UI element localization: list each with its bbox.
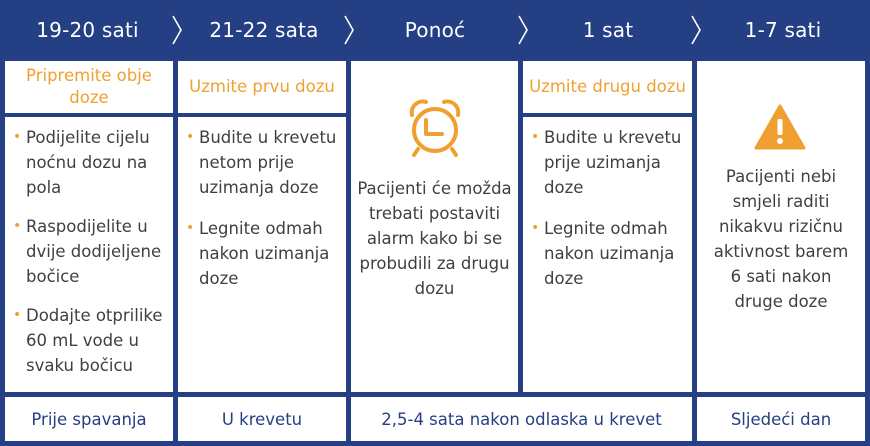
footer-in-bed (178, 397, 346, 441)
bullet-list (528, 125, 686, 291)
warning-icon (753, 103, 807, 151)
footer-label: U krevetu (221, 409, 303, 429)
alarm-clock-icon (406, 97, 464, 159)
timeline-step-3: Ponoć (404, 18, 466, 42)
timeline-step-1: 19-20 sati (36, 18, 139, 42)
timeline-step-5: 1-7 sati (744, 18, 822, 42)
timeline-step-2: 21-22 sata (209, 18, 319, 42)
chevron-right-icon (342, 14, 356, 46)
footer-label: Sljedeći dan (730, 409, 832, 429)
midnight-note: Pacijenti će možda trebati postaviti alarm kako bi se probudili za drugu dozu (357, 179, 512, 298)
footer-after-bedtime (351, 397, 692, 441)
list-item: • Legnite odmah nakon uzimanja doze (528, 216, 686, 291)
chevron-right-icon (170, 14, 184, 46)
bullet-list (10, 125, 167, 378)
column-title-prepare: Pripremite obje doze (5, 61, 173, 113)
list-item: • Budite u krevetu prije uzimanja doze (528, 125, 686, 200)
next-day-warning: Pacijenti nebi smjeli raditi nikakvu rizičnu aktivnost barem 6 sati nakon druge doze (713, 167, 849, 311)
column-body-second-dose (523, 117, 692, 392)
list-item: • Podijelite cijelu noćnu dozu na pola (10, 125, 167, 200)
column-next-day (697, 61, 865, 392)
timeline-step-4: 1 sat (582, 18, 634, 42)
chevron-right-icon (516, 14, 530, 46)
chevron-right-icon (689, 14, 703, 46)
footer-label: Prije spavanja (31, 409, 147, 429)
column-midnight (351, 61, 518, 392)
column-title-first-dose: Uzmite prvu dozu (178, 61, 346, 113)
footer-before-bed (5, 397, 173, 441)
column-title-second-dose: Uzmite drugu dozu (523, 61, 692, 113)
footer-label: 2,5-4 sata nakon odlaska u krevet (381, 409, 662, 429)
list-item: • Dodajte otprilike 60 mL vode u svaku bočicu (10, 303, 167, 378)
list-item: • Raspodijelite u dvije dodijeljene bočice (10, 214, 167, 289)
bullet-list (183, 125, 340, 291)
list-item: • Budite u krevetu netom prije uzimanja doze (183, 125, 340, 200)
list-item: • Legnite odmah nakon uzimanja doze (183, 216, 340, 291)
column-body-first-dose (178, 117, 346, 392)
column-body-prepare (5, 117, 173, 392)
footer-next-day (697, 397, 865, 441)
